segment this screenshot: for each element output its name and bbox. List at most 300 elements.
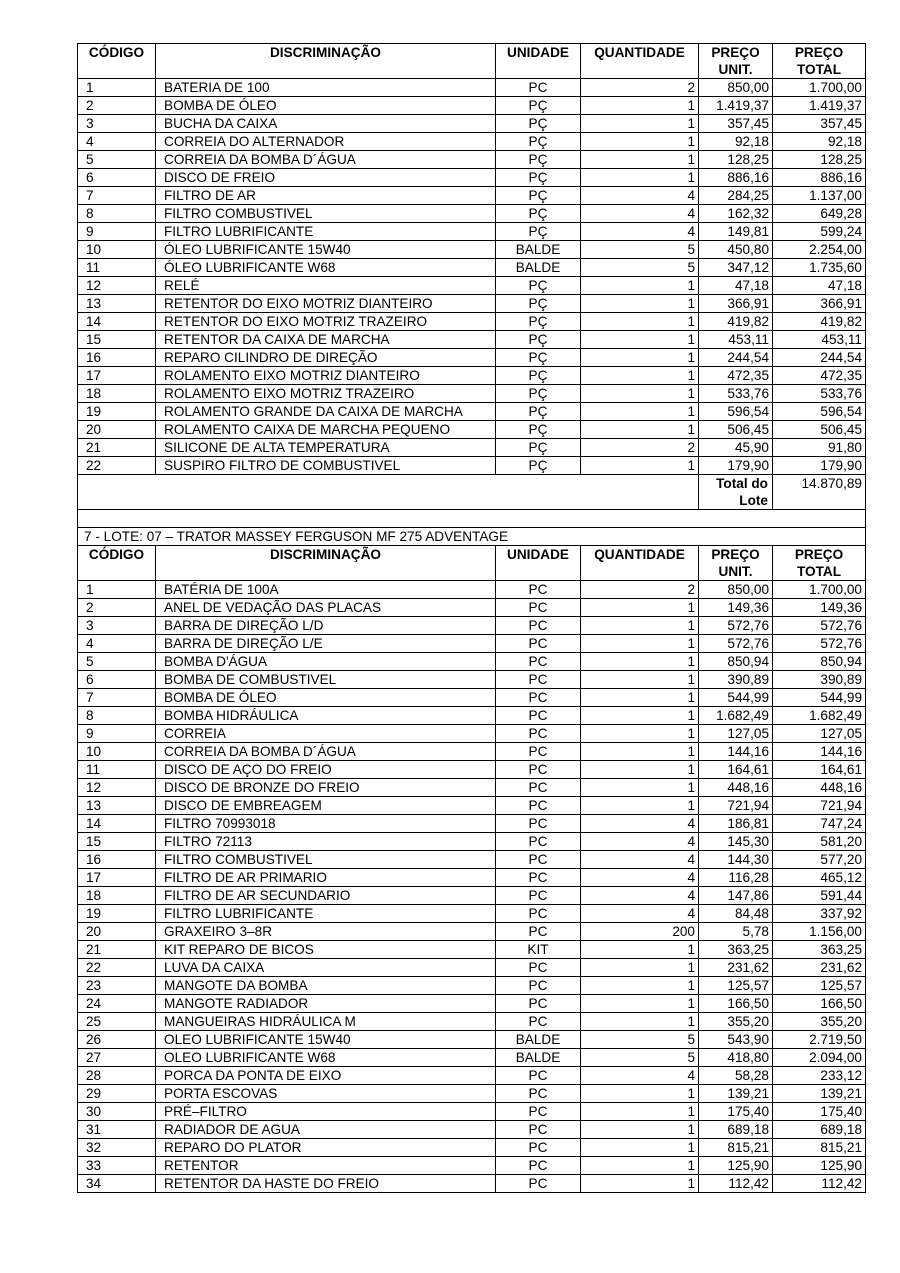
table-row [78,115,866,133]
item-unit: PC [496,1085,581,1103]
item-quantity: 4 [581,1067,699,1085]
item-code: 26 [78,1031,156,1049]
table-row [78,133,866,151]
item-description: FILTRO 72113 [156,833,496,851]
item-unit: PÇ [496,295,581,313]
item-unit-price: 128,25 [699,151,773,169]
item-unit-price: 162,32 [699,205,773,223]
item-total-price: 721,94 [773,797,866,815]
item-unit: PÇ [496,115,581,133]
item-total-price: 127,05 [773,725,866,743]
header-row-lote6 [78,44,866,79]
item-unit-price: 453,11 [699,331,773,349]
item-unit: PÇ [496,439,581,457]
item-unit-price: 543,90 [699,1031,773,1049]
item-unit-price: 112,42 [699,1175,773,1193]
item-code: 12 [78,277,156,295]
item-unit-price: 355,20 [699,1013,773,1031]
item-code: 7 [78,689,156,707]
item-unit: PÇ [496,457,581,475]
item-unit-price: 84,48 [699,905,773,923]
table-row [78,887,866,905]
item-unit-price: 179,90 [699,457,773,475]
item-unit: PC [496,1067,581,1085]
table-row [78,1103,866,1121]
item-unit-price: 125,57 [699,977,773,995]
item-code: 33 [78,1157,156,1175]
item-unit: PC [496,995,581,1013]
item-unit: PC [496,959,581,977]
item-code: 6 [78,169,156,187]
item-code: 9 [78,725,156,743]
item-code: 20 [78,421,156,439]
item-total-price: 747,24 [773,815,866,833]
item-unit: PÇ [496,97,581,115]
item-code: 28 [78,1067,156,1085]
item-description: GRAXEIRO 3–8R [156,923,496,941]
item-unit: PC [496,905,581,923]
item-unit: PC [496,797,581,815]
total-label: Total do Lote [699,475,773,510]
item-quantity: 1 [581,1175,699,1193]
item-quantity: 1 [581,959,699,977]
item-unit-price: 92,18 [699,133,773,151]
item-total-price: 448,16 [773,779,866,797]
item-unit-price: 127,05 [699,725,773,743]
item-description: RETENTOR DA HASTE DO FREIO [156,1175,496,1193]
item-code: 24 [78,995,156,1013]
table-row [78,617,866,635]
item-unit: PÇ [496,385,581,403]
item-unit-price: 5,78 [699,923,773,941]
item-total-price: 233,12 [773,1067,866,1085]
item-quantity: 1 [581,421,699,439]
table-row [78,421,866,439]
item-code: 1 [78,79,156,97]
table-row [78,1175,866,1193]
item-unit-price: 357,45 [699,115,773,133]
item-code: 23 [78,977,156,995]
item-total-price: 533,76 [773,385,866,403]
col-header-preco-total: PREÇO TOTAL [773,44,866,79]
table-row [78,313,866,331]
table-row [78,439,866,457]
total-row-blank [78,475,699,510]
item-description: BOMBA DE ÓLEO [156,97,496,115]
item-unit-price: 850,94 [699,653,773,671]
item-quantity: 1 [581,349,699,367]
item-description: FILTRO LUBRIFICANTE [156,223,496,241]
item-unit: BALDE [496,241,581,259]
item-quantity: 1 [581,1157,699,1175]
item-total-price: 363,25 [773,941,866,959]
item-total-price: 689,18 [773,1121,866,1139]
item-unit-price: 1.682,49 [699,707,773,725]
col-header-quantidade: QUANTIDADE [581,44,699,79]
item-description: MANGOTE DA BOMBA [156,977,496,995]
item-unit: PC [496,707,581,725]
item-total-price: 1.700,00 [773,79,866,97]
item-unit-price: 164,61 [699,761,773,779]
header-row-lote7 [78,546,866,581]
item-quantity: 4 [581,223,699,241]
item-code: 8 [78,707,156,725]
item-total-price: 164,61 [773,761,866,779]
item-total-price: 591,44 [773,887,866,905]
item-unit-price: 363,25 [699,941,773,959]
item-total-price: 506,45 [773,421,866,439]
table-row [78,259,866,277]
item-code: 29 [78,1085,156,1103]
table-row [78,1139,866,1157]
item-description: BATÉRIA DE 100A [156,581,496,599]
item-quantity: 1 [581,689,699,707]
item-code: 5 [78,653,156,671]
item-unit-price: 418,80 [699,1049,773,1067]
item-code: 16 [78,851,156,869]
table-row [78,169,866,187]
item-quantity: 1 [581,367,699,385]
item-code: 31 [78,1121,156,1139]
item-quantity: 4 [581,205,699,223]
col-header-codigo: CÓDIGO [78,546,156,581]
item-total-price: 244,54 [773,349,866,367]
item-code: 10 [78,241,156,259]
item-description: FILTRO DE AR SECUNDARIO [156,887,496,905]
item-unit: PÇ [496,277,581,295]
item-quantity: 5 [581,1049,699,1067]
item-quantity: 1 [581,941,699,959]
item-unit-price: 721,94 [699,797,773,815]
item-description: CORREIA [156,725,496,743]
item-unit: PÇ [496,331,581,349]
item-unit: PÇ [496,349,581,367]
item-code: 20 [78,923,156,941]
item-quantity: 1 [581,313,699,331]
table-row [78,941,866,959]
table-row [78,1067,866,1085]
item-description: PORCA DA PONTA DE EIXO [156,1067,496,1085]
item-code: 1 [78,581,156,599]
item-code: 16 [78,349,156,367]
table-row [78,671,866,689]
item-description: ROLAMENTO CAIXA DE MARCHA PEQUENO [156,421,496,439]
item-unit: PC [496,581,581,599]
table-row [78,743,866,761]
item-quantity: 5 [581,241,699,259]
item-quantity: 1 [581,977,699,995]
item-description: FILTRO LUBRIFICANTE [156,905,496,923]
table-row [78,1121,866,1139]
item-description: REPARO DO PLATOR [156,1139,496,1157]
item-quantity: 5 [581,1031,699,1049]
item-code: 34 [78,1175,156,1193]
item-description: OLEO LUBRIFICANTE 15W40 [156,1031,496,1049]
item-total-price: 2.719,50 [773,1031,866,1049]
item-total-price: 112,42 [773,1175,866,1193]
table-row [78,779,866,797]
item-unit: PC [496,833,581,851]
item-unit-price: 284,25 [699,187,773,205]
spacer-row [78,510,866,528]
item-description: BARRA DE DIREÇÃO L/D [156,617,496,635]
item-total-price: 357,45 [773,115,866,133]
item-unit: KIT [496,941,581,959]
table-row [78,187,866,205]
col-header-discriminacao: DISCRIMINAÇÃO [156,546,496,581]
item-code: 3 [78,617,156,635]
item-description: RETENTOR [156,1157,496,1175]
item-description: CORREIA DA BOMBA D´ÁGUA [156,151,496,169]
item-unit: PÇ [496,187,581,205]
item-unit-price: 125,90 [699,1157,773,1175]
item-description: DISCO DE AÇO DO FREIO [156,761,496,779]
item-quantity: 1 [581,151,699,169]
item-quantity: 1 [581,1013,699,1031]
item-code: 19 [78,905,156,923]
item-unit-price: 448,16 [699,779,773,797]
item-quantity: 1 [581,635,699,653]
item-unit: PC [496,689,581,707]
item-description: BOMBA DE COMBUSTIVEL [156,671,496,689]
item-quantity: 2 [581,79,699,97]
item-description: RETENTOR DO EIXO MOTRIZ DIANTEIRO [156,295,496,313]
table-row [78,241,866,259]
item-description: OLEO LUBRIFICANTE W68 [156,1049,496,1067]
item-code: 9 [78,223,156,241]
item-unit: PC [496,653,581,671]
table-row [78,403,866,421]
item-unit-price: 149,36 [699,599,773,617]
item-code: 14 [78,313,156,331]
col-header-codigo: CÓDIGO [78,44,156,79]
item-total-price: 125,57 [773,977,866,995]
item-description: BOMBA DE ÓLEO [156,689,496,707]
item-quantity: 1 [581,797,699,815]
table-row [78,815,866,833]
table-row [78,707,866,725]
table-row [78,349,866,367]
item-unit: PC [496,1103,581,1121]
item-unit-price: 572,76 [699,617,773,635]
item-total-price: 337,92 [773,905,866,923]
item-total-price: 166,50 [773,995,866,1013]
item-unit: PC [496,761,581,779]
item-code: 10 [78,743,156,761]
table-row [78,761,866,779]
item-quantity: 1 [581,295,699,313]
item-total-price: 465,12 [773,869,866,887]
item-code: 7 [78,187,156,205]
item-total-price: 92,18 [773,133,866,151]
table-row [78,205,866,223]
item-code: 30 [78,1103,156,1121]
table-row [78,725,866,743]
item-quantity: 1 [581,331,699,349]
item-quantity: 4 [581,887,699,905]
item-quantity: 1 [581,1085,699,1103]
item-unit: PÇ [496,133,581,151]
item-description: BUCHA DA CAIXA [156,115,496,133]
item-total-price: 179,90 [773,457,866,475]
item-total-price: 572,76 [773,617,866,635]
item-unit-price: 186,81 [699,815,773,833]
item-quantity: 1 [581,169,699,187]
item-total-price: 577,20 [773,851,866,869]
item-unit-price: 506,45 [699,421,773,439]
item-unit-price: 886,16 [699,169,773,187]
item-unit: PC [496,851,581,869]
lote-title-row [78,528,866,546]
item-description: BARRA DE DIREÇÃO L/E [156,635,496,653]
item-unit: PC [496,743,581,761]
item-quantity: 1 [581,97,699,115]
item-total-price: 149,36 [773,599,866,617]
item-total-price: 1.700,00 [773,581,866,599]
item-unit: PÇ [496,223,581,241]
item-unit-price: 347,12 [699,259,773,277]
item-unit-price: 850,00 [699,79,773,97]
item-description: DISCO DE EMBREAGEM [156,797,496,815]
item-unit-price: 144,30 [699,851,773,869]
item-unit: PC [496,617,581,635]
item-unit-price: 144,16 [699,743,773,761]
item-total-price: 1.682,49 [773,707,866,725]
item-total-price: 125,90 [773,1157,866,1175]
item-description: ROLAMENTO GRANDE DA CAIXA DE MARCHA [156,403,496,421]
document-page [77,43,865,1193]
item-unit-price: 147,86 [699,887,773,905]
item-total-price: 453,11 [773,331,866,349]
lote-title: 7 - LOTE: 07 – TRATOR MASSEY FERGUSON MF 275 ADVENTAGE [78,528,866,546]
item-quantity: 2 [581,581,699,599]
item-unit-price: 47,18 [699,277,773,295]
item-quantity: 4 [581,187,699,205]
col-header-discriminacao: DISCRIMINAÇÃO [156,44,496,79]
item-unit: PC [496,869,581,887]
item-unit: PC [496,1013,581,1031]
item-unit: PC [496,1175,581,1193]
item-total-price: 419,82 [773,313,866,331]
total-row [78,475,866,510]
item-unit-price: 244,54 [699,349,773,367]
item-total-price: 596,54 [773,403,866,421]
price-table [77,43,866,1193]
item-unit-price: 390,89 [699,671,773,689]
item-unit-price: 850,00 [699,581,773,599]
item-total-price: 175,40 [773,1103,866,1121]
item-total-price: 355,20 [773,1013,866,1031]
table-row [78,797,866,815]
item-total-price: 2.254,00 [773,241,866,259]
item-unit: PC [496,79,581,97]
item-unit-price: 533,76 [699,385,773,403]
item-total-price: 599,24 [773,223,866,241]
item-description: BOMBA HIDRÁULICA [156,707,496,725]
item-description: KIT REPARO DE BICOS [156,941,496,959]
item-code: 21 [78,941,156,959]
table-row [78,1013,866,1031]
item-unit: PÇ [496,403,581,421]
item-total-price: 850,94 [773,653,866,671]
item-code: 3 [78,115,156,133]
table-row [78,1031,866,1049]
col-header-unidade: UNIDADE [496,546,581,581]
item-description: DISCO DE BRONZE DO FREIO [156,779,496,797]
table-row [78,277,866,295]
item-unit: PÇ [496,367,581,385]
item-description: RADIADOR DE AGUA [156,1121,496,1139]
item-description: RETENTOR DA CAIXA DE MARCHA [156,331,496,349]
item-code: 13 [78,797,156,815]
item-description: ROLAMENTO EIXO MOTRIZ TRAZEIRO [156,385,496,403]
item-unit-price: 450,80 [699,241,773,259]
table-row [78,1157,866,1175]
item-quantity: 1 [581,761,699,779]
item-code: 22 [78,959,156,977]
item-total-price: 472,35 [773,367,866,385]
item-total-price: 231,62 [773,959,866,977]
table-row [78,833,866,851]
item-quantity: 1 [581,277,699,295]
table-row [78,331,866,349]
col-header-preco-unit: PREÇO UNIT. [699,546,773,581]
item-unit-price: 572,76 [699,635,773,653]
item-quantity: 1 [581,599,699,617]
item-quantity: 2 [581,439,699,457]
item-unit-price: 815,21 [699,1139,773,1157]
table-row [78,977,866,995]
item-code: 13 [78,295,156,313]
item-total-price: 1.156,00 [773,923,866,941]
item-unit: PC [496,599,581,617]
item-description: MANGOTE RADIADOR [156,995,496,1013]
table-row [78,905,866,923]
item-total-price: 366,91 [773,295,866,313]
item-total-price: 1.137,00 [773,187,866,205]
item-unit: BALDE [496,1031,581,1049]
item-code: 22 [78,457,156,475]
item-total-price: 144,16 [773,743,866,761]
item-unit-price: 419,82 [699,313,773,331]
item-quantity: 1 [581,1139,699,1157]
table-row [78,385,866,403]
item-unit-price: 149,81 [699,223,773,241]
item-description: CORREIA DA BOMBA D´ÁGUA [156,743,496,761]
item-unit: PÇ [496,421,581,439]
item-total-price: 139,21 [773,1085,866,1103]
item-code: 2 [78,97,156,115]
item-unit-price: 544,99 [699,689,773,707]
item-unit: PC [496,1121,581,1139]
item-quantity: 1 [581,385,699,403]
table-row [78,457,866,475]
item-quantity: 1 [581,115,699,133]
item-unit-price: 689,18 [699,1121,773,1139]
item-quantity: 5 [581,259,699,277]
item-description: FILTRO COMBUSTIVEL [156,851,496,869]
item-total-price: 91,80 [773,439,866,457]
item-quantity: 1 [581,779,699,797]
item-unit-price: 166,50 [699,995,773,1013]
item-quantity: 4 [581,833,699,851]
item-unit: PÇ [496,205,581,223]
spacer-cell [78,510,866,528]
table-row [78,959,866,977]
col-header-quantidade: QUANTIDADE [581,546,699,581]
item-total-price: 47,18 [773,277,866,295]
item-unit-price: 116,28 [699,869,773,887]
